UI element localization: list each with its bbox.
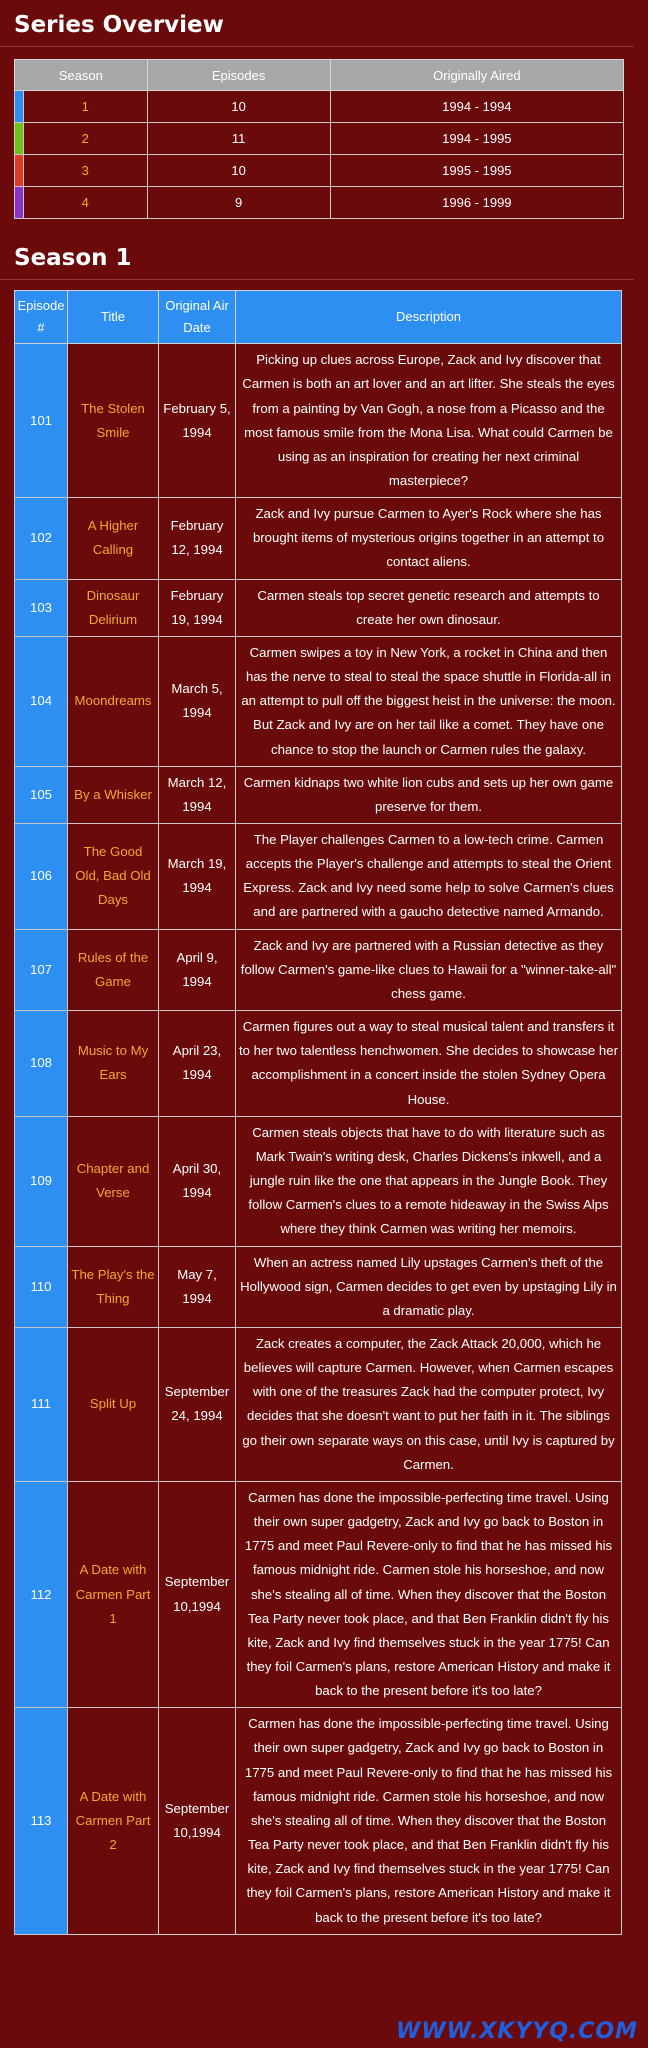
episode-air-date: April 30, 1994 (159, 1116, 236, 1246)
episode-title-link[interactable]: A Date with Carmen Part 1 (68, 1481, 159, 1707)
aired-range: 1994 - 1995 (330, 123, 623, 155)
overview-row (15, 187, 624, 219)
episode-count: 10 (147, 155, 330, 187)
episode-air-date: September 10,1994 (159, 1708, 236, 1934)
episode-title-link[interactable]: The Stolen Smile (68, 344, 159, 498)
overview-header-season: Season (15, 60, 148, 91)
season-number-link[interactable]: 3 (24, 155, 148, 187)
episode-row (15, 1246, 622, 1327)
episode-number: 104 (15, 636, 68, 766)
episode-description: Zack and Ivy pursue Carmen to Ayer's Rock where she has brought items of mysterious origins together in an attempt to contact aliens. (236, 498, 622, 579)
season-number-link[interactable]: 4 (24, 187, 148, 219)
episode-title-link[interactable]: Chapter and Verse (68, 1116, 159, 1246)
series-overview-title: Series Overview (0, 0, 634, 47)
episode-row (15, 1708, 622, 1934)
episode-description: Carmen swipes a toy in New York, a rocket in China and then has the nerve to steal to steal the space shuttle in Florida-all in an attempt to pull off the biggest heist in the universe: the moon. But Zack and Ivy are on her tail like a comet. They have one chance to stop the launch or Carmen rules the galaxy. (236, 636, 622, 766)
episode-count: 11 (147, 123, 330, 155)
episode-air-date: March 12, 1994 (159, 766, 236, 823)
episode-number: 105 (15, 766, 68, 823)
episode-title-link[interactable]: A Higher Calling (68, 498, 159, 579)
episode-number: 102 (15, 498, 68, 579)
episode-air-date: March 5, 1994 (159, 636, 236, 766)
episode-air-date: September 24, 1994 (159, 1327, 236, 1481)
episode-title-link[interactable]: Moondreams (68, 636, 159, 766)
episode-air-date: May 7, 1994 (159, 1246, 236, 1327)
episode-description: Carmen has done the impossible-perfecting time travel. Using their own super gadgetry, Zack and Ivy go back to Boston in 1775 and meet Paul Revere-only to find that he has missed his famous midnight ride. Carmen stole his horseshoe, and now she's stealing all of time. When they discover that the Boston Tea Party never took place, and that Ben Franklin didn't fly his kite, Zack and Ivy find themselves stuck in the year 1775! Can they foil Carmen's plans, restore American History and make it back to the present before it's too late? (236, 1708, 622, 1934)
episode-number: 110 (15, 1246, 68, 1327)
episode-number: 101 (15, 344, 68, 498)
overview-header-row (15, 60, 624, 91)
episode-count: 9 (147, 187, 330, 219)
episode-description: The Player challenges Carmen to a low-tech crime. Carmen accepts the Player's challenge and attempts to steal the Orient Express. Zack and Ivy need some help to solve Carmen's clues and are partnered with a gaucho detective named Armando. (236, 824, 622, 930)
episode-number: 103 (15, 579, 68, 636)
episode-air-date: February 5, 1994 (159, 344, 236, 498)
season-color-swatch (15, 91, 24, 123)
season-number-link[interactable]: 1 (24, 91, 148, 123)
overview-row (15, 91, 624, 123)
episode-row (15, 1116, 622, 1246)
episode-air-date: April 9, 1994 (159, 929, 236, 1010)
overview-row (15, 155, 624, 187)
episode-count: 10 (147, 91, 330, 123)
season-number-link[interactable]: 2 (24, 123, 148, 155)
episode-title-link[interactable]: The Play's the Thing (68, 1246, 159, 1327)
episode-header-number: Episode # (15, 291, 68, 344)
episode-title-link[interactable]: The Good Old, Bad Old Days (68, 824, 159, 930)
episode-description: Carmen steals top secret genetic research and attempts to create her own dinosaur. (236, 579, 622, 636)
season-color-swatch (15, 123, 24, 155)
episode-description: When an actress named Lily upstages Carmen's theft of the Hollywood sign, Carmen decides to get even by upstaging Lily in a dramatic play. (236, 1246, 622, 1327)
episode-title-link[interactable]: Rules of the Game (68, 929, 159, 1010)
overview-header-aired: Originally Aired (330, 60, 623, 91)
season-1-title: Season 1 (0, 219, 634, 280)
aired-range: 1995 - 1995 (330, 155, 623, 187)
series-overview-table (14, 59, 624, 219)
episode-title-link[interactable]: By a Whisker (68, 766, 159, 823)
episode-description: Carmen kidnaps two white lion cubs and sets up her own game preserve for them. (236, 766, 622, 823)
episode-row (15, 824, 622, 930)
episode-description: Carmen has done the impossible-perfecting time travel. Using their own super gadgetry, Zack and Ivy go back to Boston in 1775 and meet Paul Revere-only to find that he has missed his famous midnight ride. Carmen stole his horseshoe, and now she's stealing all of time. When they discover that the Boston Tea Party never took place, and that Ben Franklin didn't fly his kite, Zack and Ivy find themselves stuck in the year 1775! Can they foil Carmen's plans, restore American History and make it back to the present before it's too late? (236, 1481, 622, 1707)
episode-number: 109 (15, 1116, 68, 1246)
episode-row (15, 579, 622, 636)
episode-description: Carmen figures out a way to steal musical talent and transfers it to her two talentless henchwomen. She decides to showcase her accomplishment in a concert inside the stolen Sydney Opera House. (236, 1011, 622, 1117)
episode-row (15, 1327, 622, 1481)
episode-row (15, 929, 622, 1010)
episode-row (15, 344, 622, 498)
episode-air-date: March 19, 1994 (159, 824, 236, 930)
episode-description: Zack and Ivy are partnered with a Russian detective as they follow Carmen's game-like clues to Hawaii for a "winner-take-all" chess game. (236, 929, 622, 1010)
episode-air-date: April 23, 1994 (159, 1011, 236, 1117)
episode-title-link[interactable]: Music to My Ears (68, 1011, 159, 1117)
episode-row (15, 766, 622, 823)
season-color-swatch (15, 187, 24, 219)
episode-header-title: Title (68, 291, 159, 344)
aired-range: 1994 - 1994 (330, 91, 623, 123)
episode-number: 113 (15, 1708, 68, 1934)
season-1-episode-table (14, 290, 622, 1935)
watermark: WWW.XKYYQ.COM (396, 2019, 638, 2044)
episode-row (15, 498, 622, 579)
episode-row (15, 1481, 622, 1707)
episode-air-date: February 19, 1994 (159, 579, 236, 636)
episode-description: Picking up clues across Europe, Zack and Ivy discover that Carmen is both an art lover and an art lifter. She steals the eyes from a painting by Van Gogh, a nose from a Picasso and the most famous smile from the Mona Lisa. What could Carmen be using as an inspiration for creating her next criminal masterpiece? (236, 344, 622, 498)
episode-header-row (15, 291, 622, 344)
episode-title-link[interactable]: Dinosaur Delirium (68, 579, 159, 636)
episode-air-date: September 10,1994 (159, 1481, 236, 1707)
episode-number: 106 (15, 824, 68, 930)
episode-row (15, 636, 622, 766)
episode-header-air-date: Original Air Date (159, 291, 236, 344)
episode-row (15, 1011, 622, 1117)
episode-number: 111 (15, 1327, 68, 1481)
overview-header-episodes: Episodes (147, 60, 330, 91)
episode-header-description: Description (236, 291, 622, 344)
episode-number: 112 (15, 1481, 68, 1707)
episode-number: 108 (15, 1011, 68, 1117)
aired-range: 1996 - 1999 (330, 187, 623, 219)
episode-description: Zack creates a computer, the Zack Attack 20,000, which he believes will capture Carmen. However, when Carmen escapes with one of the treasures Zack had the computer protect, Ivy decides that she doesn't want to put her faith in it. The siblings go their own separate ways on this case, until Ivy is captured by Carmen. (236, 1327, 622, 1481)
season-color-swatch (15, 155, 24, 187)
episode-title-link[interactable]: Split Up (68, 1327, 159, 1481)
overview-row (15, 123, 624, 155)
episode-air-date: February 12, 1994 (159, 498, 236, 579)
episode-number: 107 (15, 929, 68, 1010)
episode-title-link[interactable]: A Date with Carmen Part 2 (68, 1708, 159, 1934)
episode-description: Carmen steals objects that have to do with literature such as Mark Twain's writing desk, Charles Dickens's inkwell, and a jungle ruin like the one that appears in the Jungle Book. They follow Carmen's clues to a remote hideaway in the Swiss Alps where they think Carmen was writing her memoirs. (236, 1116, 622, 1246)
